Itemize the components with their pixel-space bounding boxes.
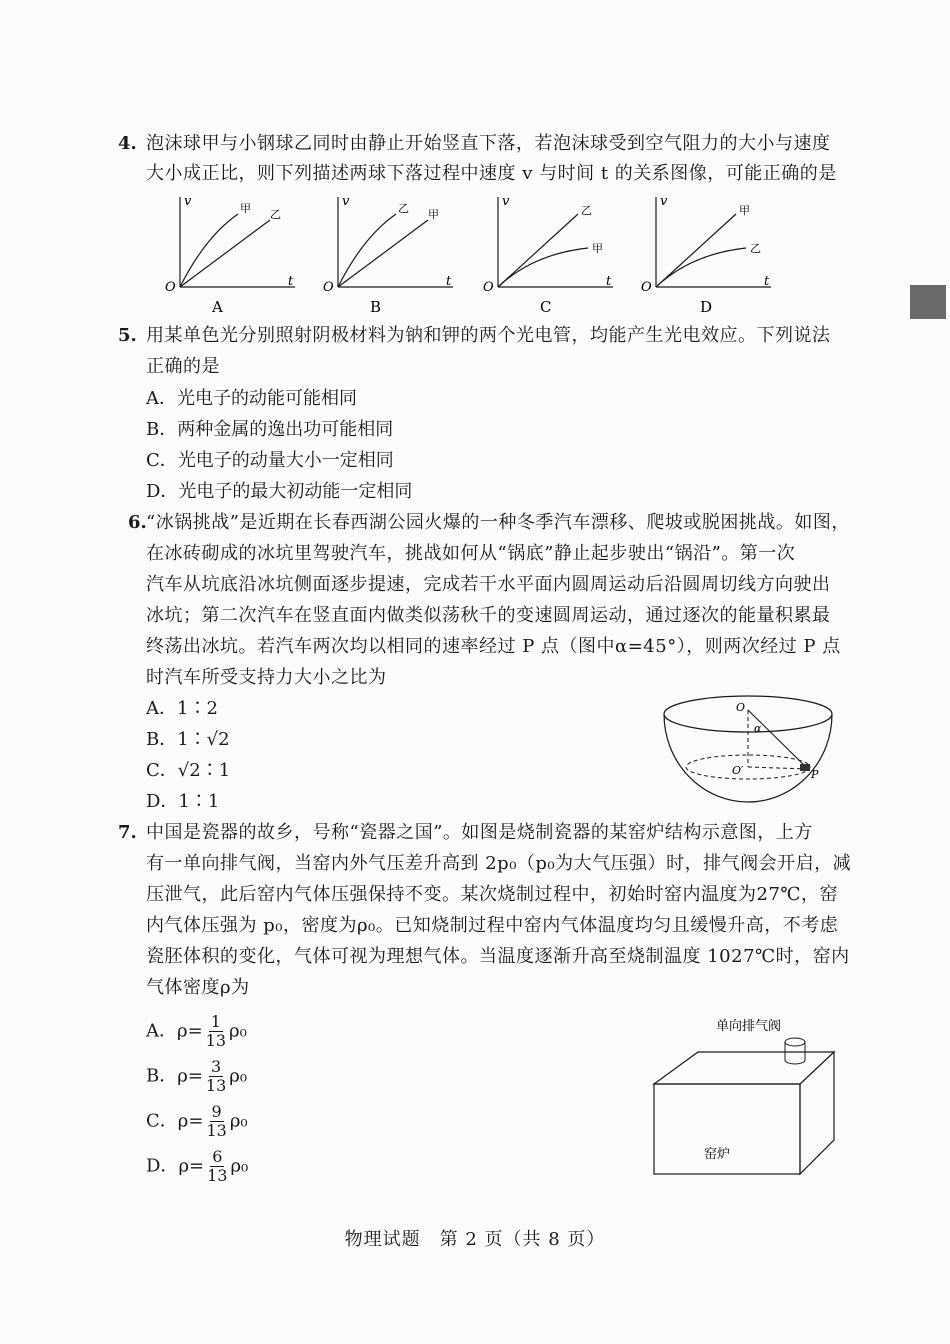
kiln-side-face (800, 1052, 834, 1174)
q7-text-line3: 压泄气，此后窑内气体压强保持不变。某次烧制过程中，初始时窑内温度为27℃，窑 (146, 884, 839, 905)
q7-text-line4: 内气体压强为 p₀，密度为ρ₀。已知烧制过程中窑内气体温度均匀且缓慢升高，不考虑 (146, 915, 839, 936)
option-lhs: ρ= (177, 1020, 203, 1042)
series-label-upper: 乙 (398, 202, 409, 215)
q6-number: 6. (128, 512, 147, 533)
q6-option-d: D．1∶1 (146, 791, 220, 812)
denominator: 13 (206, 1121, 227, 1140)
option-rhs: ρ₀ (229, 1110, 248, 1132)
q7-kiln-figure (640, 1010, 850, 1180)
origin-label: O (323, 280, 334, 295)
q6-option-c: C．√2∶1 (146, 760, 231, 781)
graph-letter: C (540, 298, 552, 316)
q7-option-c (146, 1103, 248, 1140)
page-footer: 物理试题 第 2 页（共 8 页） (344, 1229, 606, 1250)
point-o-prime-label: O′ (732, 764, 744, 777)
q5-option-d: D．光电子的最大初动能一定相同 (146, 481, 413, 502)
option-lhs: ρ= (177, 1065, 203, 1087)
q7-text-line5: 瓷胚体积的变化，气体可视为理想气体。当温度逐渐升高至烧制温度 1027℃时，窑内 (146, 946, 850, 967)
curve-upper (656, 214, 736, 287)
series-label-lower: 甲 (592, 242, 603, 255)
q7-option-a (146, 1013, 247, 1050)
q6-text-line6: 时汽车所受支持力大小之比为 (146, 667, 387, 688)
q6-text-line4: 冰坑；第二次汽车在竖直面内做类似荡秋千的变速圆周运动，通过逐次的能量积累最 (146, 605, 831, 626)
graph-letter: D (700, 298, 713, 316)
q6-option-b: B．1∶√2 (146, 729, 230, 750)
series-label-lower: 乙 (750, 242, 761, 255)
car-marker (800, 764, 810, 771)
option-rhs: ρ₀ (230, 1155, 249, 1177)
q4-text-line2: 大小成正比，则下列描述两球下落过程中速度 v 与时间 t 的关系图像，可能正确的是 (146, 163, 837, 184)
fraction (206, 1013, 226, 1050)
q5-option-a: A．光电子的动能可能相同 (146, 388, 357, 409)
q5-text-line2: 正确的是 (146, 356, 220, 377)
option-letter: A． (146, 1020, 177, 1042)
axis-v-label: v (502, 194, 510, 209)
radius-line (748, 767, 808, 769)
q6-text-line5: 终荡出冰坑。若汽车两次均以相同的速率经过 P 点（图中α=45°），则两次经过 P 点 (146, 636, 841, 657)
option-rhs: ρ₀ (229, 1065, 248, 1087)
axis-v-label: v (660, 194, 668, 209)
kiln-top-face (654, 1052, 834, 1084)
denominator: 13 (207, 1166, 228, 1185)
numerator: 3 (210, 1057, 222, 1076)
q4-graph-b (318, 192, 458, 322)
curve-lower (180, 220, 270, 287)
q5-option-b: B．两种金属的逸出功可能相同 (146, 419, 394, 440)
option-letter: D． (146, 1155, 179, 1177)
axis-t-label: t (288, 274, 294, 289)
fraction (207, 1148, 227, 1185)
numerator: 1 (210, 1012, 221, 1031)
side-tab-mark (910, 285, 946, 319)
point-o-label: O (736, 701, 746, 714)
q7-option-b (146, 1058, 247, 1095)
series-label-lower: 甲 (428, 208, 439, 221)
option-letter: C． (146, 1110, 178, 1132)
q5-option-c: C．光电子的动量大小一定相同 (146, 450, 394, 471)
fraction (206, 1103, 226, 1140)
q5-text-line1: 用某单色光分别照射阴极材料为钠和钾的两个光电管，均能产生光电效应。下列说法 (146, 325, 831, 346)
q7-text-line2: 有一单向排气阀，当窑内外气压差升高到 2p₀（p₀为大气压强）时，排气阀会开启，减 (146, 853, 852, 874)
denominator: 13 (205, 1076, 227, 1095)
q6-text-line2: 在冰砖砌成的冰坑里驾驶汽车，挑战如何从“锅底”静止起步驶出“锅沿”。第一次 (146, 543, 796, 564)
series-label-upper: 甲 (240, 202, 251, 215)
axis-v-label: v (184, 194, 192, 209)
numerator: 6 (212, 1147, 223, 1166)
valve-top (785, 1038, 805, 1046)
origin-label: O (641, 280, 652, 295)
q4-number: 4. (118, 133, 137, 154)
numerator: 9 (211, 1102, 222, 1121)
kiln-label: 窑炉 (704, 1147, 731, 1162)
slant-line (748, 710, 808, 769)
valve-label: 单向排气阀 (716, 1019, 782, 1034)
q6-text-line3: 汽车从坑底沿冰坑侧面逐步提速，完成若干水平面内圆周运动后沿圆周切线方向驶出 (146, 574, 831, 595)
q4-graph-d (636, 192, 776, 322)
axis-t-label: t (446, 274, 452, 289)
q4-graph-a (160, 192, 300, 322)
option-lhs: ρ= (177, 1110, 204, 1132)
axis-t-label: t (764, 274, 770, 289)
q4-text-line1: 泡沫球甲与小钢球乙同时由静止开始竖直下落，若泡沫球受到空气阻力的大小与速度 (146, 133, 831, 154)
alpha-label: α (754, 722, 762, 735)
q4-graph-c (478, 192, 618, 322)
graph-letter: A (212, 298, 223, 316)
q7-number: 7. (118, 822, 137, 843)
axis-t-label: t (606, 274, 612, 289)
q7-text-line6: 气体密度ρ为 (146, 977, 250, 998)
origin-label: O (165, 280, 176, 295)
option-lhs: ρ= (178, 1155, 205, 1177)
series-label-upper: 甲 (739, 204, 750, 217)
option-rhs: ρ₀ (229, 1020, 247, 1042)
q7-option-d (146, 1148, 248, 1185)
curve-lower (338, 220, 428, 287)
fraction (206, 1058, 226, 1095)
q5-number: 5. (118, 325, 137, 346)
curve-lower (498, 248, 588, 287)
option-letter: B． (146, 1065, 178, 1087)
series-label-upper: 乙 (581, 204, 592, 217)
q6-option-a: A．1∶2 (146, 698, 218, 719)
graph-letter: B (370, 298, 382, 316)
curve-upper (498, 214, 578, 287)
denominator: 13 (205, 1031, 227, 1050)
point-p-label: P (811, 768, 819, 781)
curve-lower (656, 248, 746, 287)
valve-bottom (785, 1060, 805, 1064)
q6-bowl-figure (660, 692, 840, 807)
origin-label: O (483, 280, 494, 295)
series-label-lower: 乙 (270, 208, 281, 221)
q6-text-line1: “冰锅挑战”是近期在长春西湖公园火爆的一种冬季汽车漂移、爬坡或脱困挑战。如图， (146, 512, 850, 533)
q7-text-line1: 中国是瓷器的故乡，号称“瓷器之国”。如图是烧制瓷器的某窑炉结构示意图，上方 (146, 822, 813, 843)
axis-v-label: v (342, 194, 350, 209)
